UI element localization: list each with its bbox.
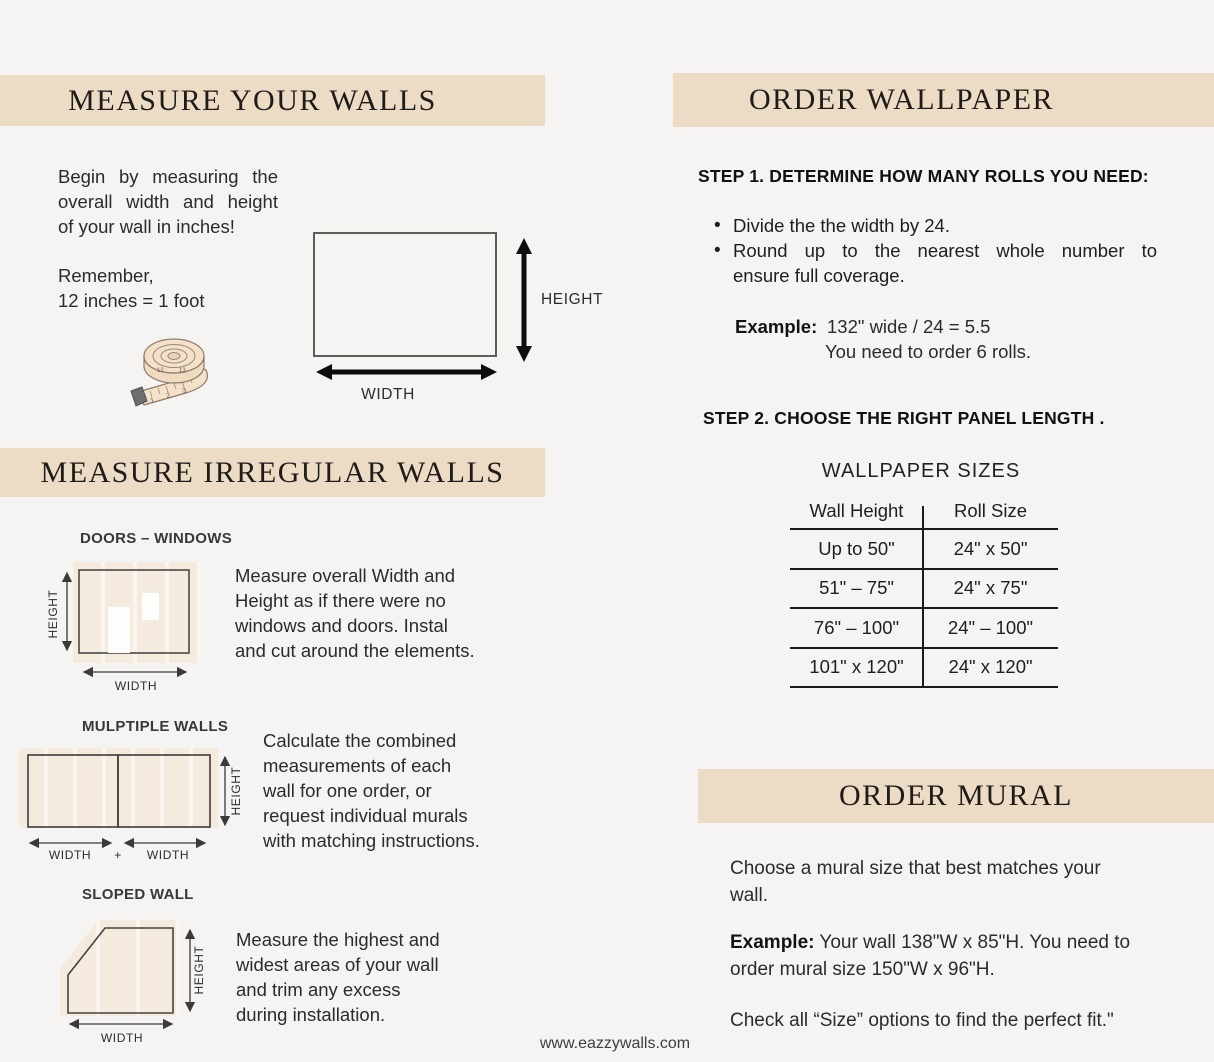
sloped-wall-text (236, 927, 440, 1027)
irregular-walls-banner (0, 448, 545, 497)
table-title: WALLPAPER SIZES (821, 460, 1021, 482)
text-line: Choose a mural size that best matches your (730, 858, 1101, 879)
height-label: HEIGHT (229, 766, 243, 816)
example-label: Example: (735, 316, 818, 337)
bullet-text: • Round up to the nearest whole number to (733, 240, 1157, 261)
table-divider (922, 506, 924, 686)
text-line: and trim any excess (236, 979, 401, 1000)
multiple-walls-diagram (14, 740, 284, 865)
bullet-item (712, 238, 1157, 288)
mural-intro (730, 855, 1101, 909)
width-label: WIDTH (114, 679, 158, 693)
irregular-walls-title: MEASURE IRREGULAR WALLS (40, 455, 505, 489)
svg-text:12: 12 (157, 368, 164, 374)
bullet-text: ensure full coverage. (733, 265, 905, 286)
col-header-wall-height: Wall Height (809, 500, 904, 521)
width-label: WIDTH (48, 848, 92, 862)
example-result: You need to order 6 rolls. (825, 341, 1032, 362)
table-row (790, 649, 1058, 689)
mural-size-note: Check all “Size” options to find the perfect fit." (730, 1010, 1114, 1031)
cell-roll-size: 24" – 100" (947, 616, 1034, 638)
doors-windows-heading: DOORS – WINDOWS (80, 530, 233, 547)
example-label: Example: (730, 932, 815, 953)
multiple-walls-text (263, 728, 480, 853)
cell-wall-height: 101" x 120" (809, 656, 904, 678)
remember-line2: 12 inches = 1 foot (58, 290, 205, 311)
width-label: WIDTH (146, 848, 190, 862)
cell-wall-height: 51" – 75" (819, 577, 894, 599)
bullet-item (712, 213, 1157, 238)
text-line: widest areas of your wall (236, 954, 439, 975)
col-header-roll-size: Roll Size (954, 500, 1027, 521)
text-line: Calculate the combined (263, 730, 457, 751)
height-label: HEIGHT (192, 945, 206, 995)
text-line: Measure overall Width and (235, 565, 456, 586)
table-row (790, 609, 1058, 649)
width-label: WIDTH (100, 1031, 144, 1045)
order-wallpaper-banner (673, 73, 1214, 127)
tape-measure-icon (124, 330, 224, 418)
intro-line: overall width and height (58, 191, 278, 212)
remember-note (58, 263, 205, 313)
text-line: with matching instructions. (263, 830, 480, 851)
wall-diagram (300, 225, 620, 410)
table-header-row (790, 494, 1058, 530)
svg-text:2: 2 (165, 392, 172, 400)
intro-line: Begin by measuring the (58, 166, 278, 187)
text-line: order mural size 150"W x 96"H. (730, 959, 995, 980)
mural-example (730, 929, 1130, 983)
cell-wall-height: Up to 50" (818, 537, 895, 559)
measure-walls-intro (58, 164, 278, 239)
plus-sign: + (114, 848, 122, 862)
height-label: HEIGHT (541, 291, 604, 308)
text-line: measurements of each (263, 755, 452, 776)
table-row (790, 570, 1058, 610)
website-url: www.eazzywalls.com (539, 1035, 691, 1052)
wallpaper-sizes-table (790, 494, 1058, 688)
cell-wall-height: 76" – 100" (813, 616, 900, 638)
measure-walls-title: MEASURE YOUR WALLS (68, 83, 437, 117)
sloped-wall-heading: SLOPED WALL (82, 886, 194, 903)
text-line: and cut around the elements. (235, 640, 475, 661)
text-line: wall. (730, 885, 769, 906)
svg-text:1: 1 (149, 397, 156, 405)
svg-text:3: 3 (181, 387, 188, 395)
step1-bullets (712, 213, 1157, 288)
text-line: Height as if there were no (235, 590, 446, 611)
multiple-walls-heading: MULPTIPLE WALLS (82, 718, 229, 735)
measure-walls-banner (0, 75, 545, 126)
cell-roll-size: 24" x 50" (953, 537, 1028, 559)
bullet-text: • Divide the the width by 24. (733, 215, 950, 236)
height-label: HEIGHT (46, 589, 60, 639)
intro-line: of your wall in inches! (58, 216, 235, 237)
doors-windows-text (235, 563, 475, 663)
table-row (790, 530, 1058, 570)
text-line: Measure the highest and (236, 929, 440, 950)
step1-heading: STEP 1. DETERMINE HOW MANY ROLLS YOU NEED: (698, 166, 1149, 186)
width-label: WIDTH (361, 386, 415, 403)
text-line: windows and doors. Instal (235, 615, 448, 636)
cell-roll-size: 24" x 120" (948, 656, 1033, 678)
text-line (730, 929, 1130, 956)
example-text: Your wall 138"W x 85"H. You need to (819, 932, 1131, 953)
text-line: request individual murals (263, 805, 468, 826)
order-wallpaper-title: ORDER WALLPAPER (748, 83, 1055, 116)
text-line: during installation. (236, 1004, 386, 1025)
order-mural-title: ORDER MURAL (838, 779, 1073, 812)
order-mural-banner (698, 769, 1214, 823)
svg-text:13: 13 (179, 368, 186, 374)
example-calculation: 132" wide / 24 = 5.5 (827, 316, 991, 337)
step2-heading: STEP 2. CHOOSE THE RIGHT PANEL LENGTH . (703, 408, 1105, 428)
text-line: wall for one order, or (263, 780, 432, 801)
remember-line1: Remember, (58, 265, 154, 286)
cell-roll-size: 24" x 75" (953, 577, 1028, 599)
